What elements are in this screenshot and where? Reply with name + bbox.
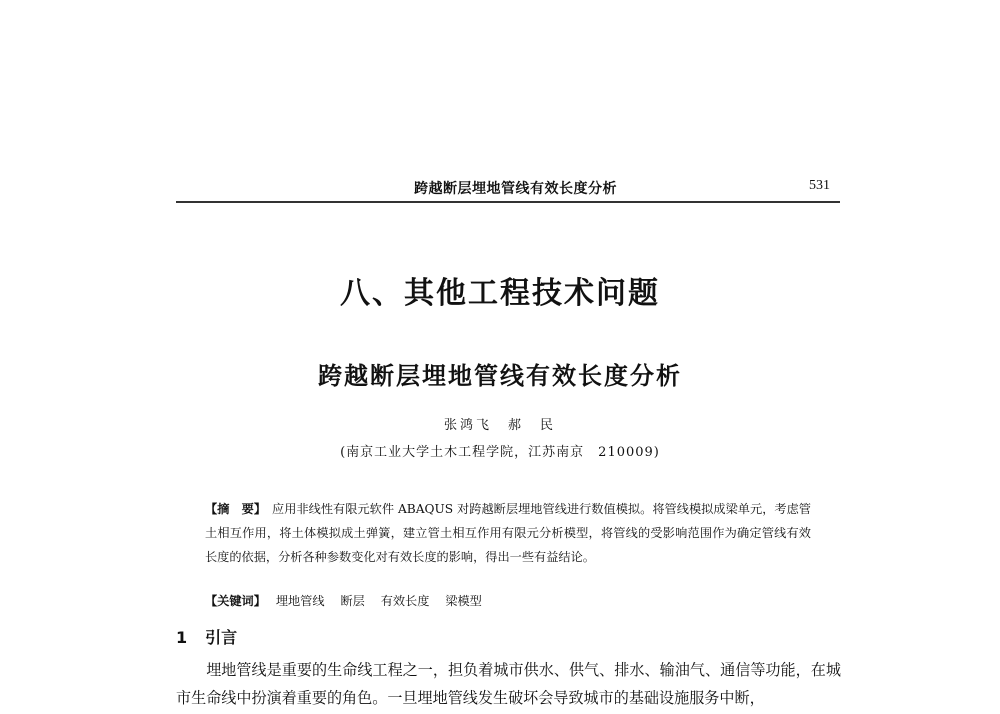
keywords-label: 【关键词】 bbox=[205, 594, 266, 608]
introduction-title: 引言 bbox=[205, 628, 238, 647]
introduction-body: 埋地管线是重要的生命线工程之一，担负着城市供水、供气、排水、输油气、通信等功能，在城市生命线中扮演着重要的角色。一旦埋地管线发生破坏会导致城市的基础设施服务中断， bbox=[176, 661, 841, 707]
authors: 张鸿飞 郝 民 bbox=[443, 418, 556, 433]
page-number: 531 bbox=[809, 178, 830, 193]
keyword: 断层 bbox=[340, 594, 365, 608]
keywords bbox=[205, 591, 811, 611]
header-rule bbox=[176, 201, 840, 203]
running-header bbox=[176, 176, 840, 200]
keyword: 梁模型 bbox=[445, 594, 482, 608]
abstract-text: 应用非线性有限元软件 ABAQUS 对跨越断层埋地管线进行数值模拟。将管线模拟成梁单元，考虑管土相互作用，将土体模拟成土弹簧，建立管土相互作用有限元分析模型，将管线的受影响范围作为确定管线有效长度的依据，分析各种参数变化对有效长度的影响，得出一些有益结论。 bbox=[205, 502, 811, 564]
section-heading: 八、其他工程技术问题 bbox=[340, 276, 660, 311]
keyword: 埋地管线 bbox=[275, 594, 325, 608]
keyword: 有效长度 bbox=[380, 594, 430, 608]
affiliation: (南京工业大学土木工程学院，江苏南京 210009) bbox=[340, 445, 660, 460]
introduction-heading bbox=[176, 625, 237, 648]
abstract-label: 【摘 要】 bbox=[205, 502, 267, 516]
introduction-number: 1 bbox=[176, 628, 188, 647]
abstract bbox=[205, 497, 811, 569]
paper-title: 跨越断层埋地管线有效长度分析 bbox=[318, 362, 682, 390]
running-title: 跨越断层埋地管线有效长度分析 bbox=[414, 181, 617, 197]
